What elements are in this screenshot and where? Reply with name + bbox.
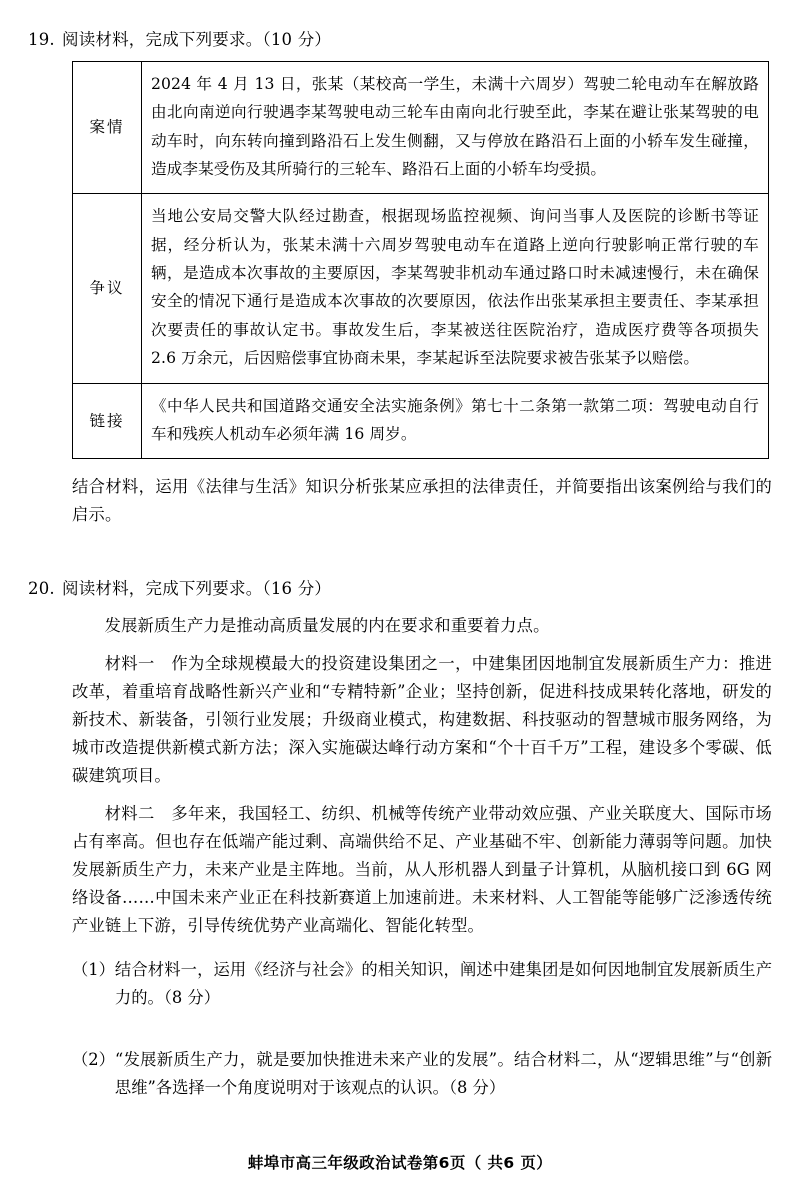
table-row — [73, 383, 769, 459]
table-row — [73, 194, 769, 383]
row-body-dispute: 当地公安局交警大队经过勘查，根据现场监控视频、询问当事人及医院的诊断书等证据，经分析认为，张某未满十六周岁驾驶电动车在道路上逆向行驶影响正常行驶的车辆，是造成本次事故的主要原因，李某驾驶非机动车通过路口时未减速慢行，未在确保安全的情况下通行是造成本次事故的次要原因，依法作出张某承担主要责任、李某承担次要责任的事故认定书。事故发生后，李某被送往医院治疗，造成医疗费等各项损失 2.6 万余元，后因赔偿事宜协商未果，李某起诉至法院要求被告张某予以赔偿。 — [142, 194, 769, 383]
question-20-prompt: 阅读材料，完成下列要求。（16 分） — [62, 579, 332, 599]
sub-question-2-marker: （2） — [72, 1050, 115, 1070]
question-19-number: 19. — [28, 30, 55, 49]
question-20-material-2: 材料二 多年来，我国轻工、纺织、机械等传统产业带动效应强、产业关联度大、国际市场占有率高。但也存在低端产能过剩、高端供给不足、产业基础不牢、创新能力薄弱等问题。加快发展新质生产力，未来产业是主阵地。当前，从人形机器人到量子计算机，从脑机接口到 6G 网络设备……中国未来产业正在科技新赛道上加速前进。未来材料、人工智能等能够广泛渗透传统产业链上下游，引导传统优势产业高端化、智能化转型。 — [72, 804, 772, 936]
page-footer: 蚌埠市高三年级政治试卷第6页（ 共6 页） — [247, 1154, 553, 1172]
question-20-heading — [28, 577, 772, 602]
question-19-closing: 结合材料，运用《法律与生活》知识分析张某应承担的法律责任，并简要指出该案例给与我们的启示。 — [72, 477, 772, 525]
row-label-dispute: 争议 — [73, 194, 142, 383]
question-19-prompt: 阅读材料，完成下列要求。（10 分） — [62, 30, 332, 49]
question-20-material-1: 材料一 作为全球规模最大的投资建设集团之一，中建集团因地制宜发展新质生产力：推进改革，着重培育战略性新兴产业和“专精特新”企业；坚持创新，促进科技成果转化落地，研发的新技术、新装备，引领行业发展；升级商业模式，构建数据、科技驱动的智慧城市服务网络，为城市改造提供新模式新方法；深入实施碳达峰行动方案和“个十百千万”工程，建设多个零碳、低碳建筑项目。 — [72, 654, 772, 786]
question-20-lead: 发展新质生产力是推动高质量发展的内在要求和重要着力点。 — [104, 616, 550, 636]
sub-question-1-text: 结合材料一，运用《经济与社会》的相关知识，阐述中建集团是如何因地制宜发展新质生产力的。（8 分） — [114, 960, 772, 1008]
question-20-sub-2 — [72, 1046, 772, 1102]
question-20-sub-1 — [72, 956, 772, 1012]
table-row — [73, 61, 769, 194]
sub-question-1-marker: （1） — [72, 960, 115, 980]
row-label-case: 案情 — [73, 61, 142, 194]
question-19-heading — [28, 28, 772, 53]
question-20-number: 20. — [28, 579, 55, 599]
case-table — [72, 61, 769, 460]
row-label-link: 链接 — [73, 383, 142, 459]
row-body-link: 《中华人民共和国道路交通安全法实施条例》第七十二条第一款第二项：驾驶电动自行车和残疾人机动车必须年满 16 周岁。 — [142, 383, 769, 459]
row-body-case: 2024 年 4 月 13 日，张某（某校高一学生，未满十六周岁）驾驶二轮电动车在解放路由北向南逆向行驶遇李某驾驶电动三轮车由南向北行驶至此，李某在避让张某驾驶的电动车时，向东转向撞到路沿石上发生侧翻，又与停放在路沿石上面的小轿车发生碰撞，造成李某受伤及其所骑行的三轮车、路沿石上面的小轿车均受损。 — [142, 61, 769, 194]
sub-question-2-text: “发展新质生产力，就是要加快推进未来产业的发展”。结合材料二，从“逻辑思维”与“创新思维”各选择一个角度说明对于该观点的认识。（8 分） — [114, 1050, 772, 1098]
page-content — [28, 28, 772, 1102]
